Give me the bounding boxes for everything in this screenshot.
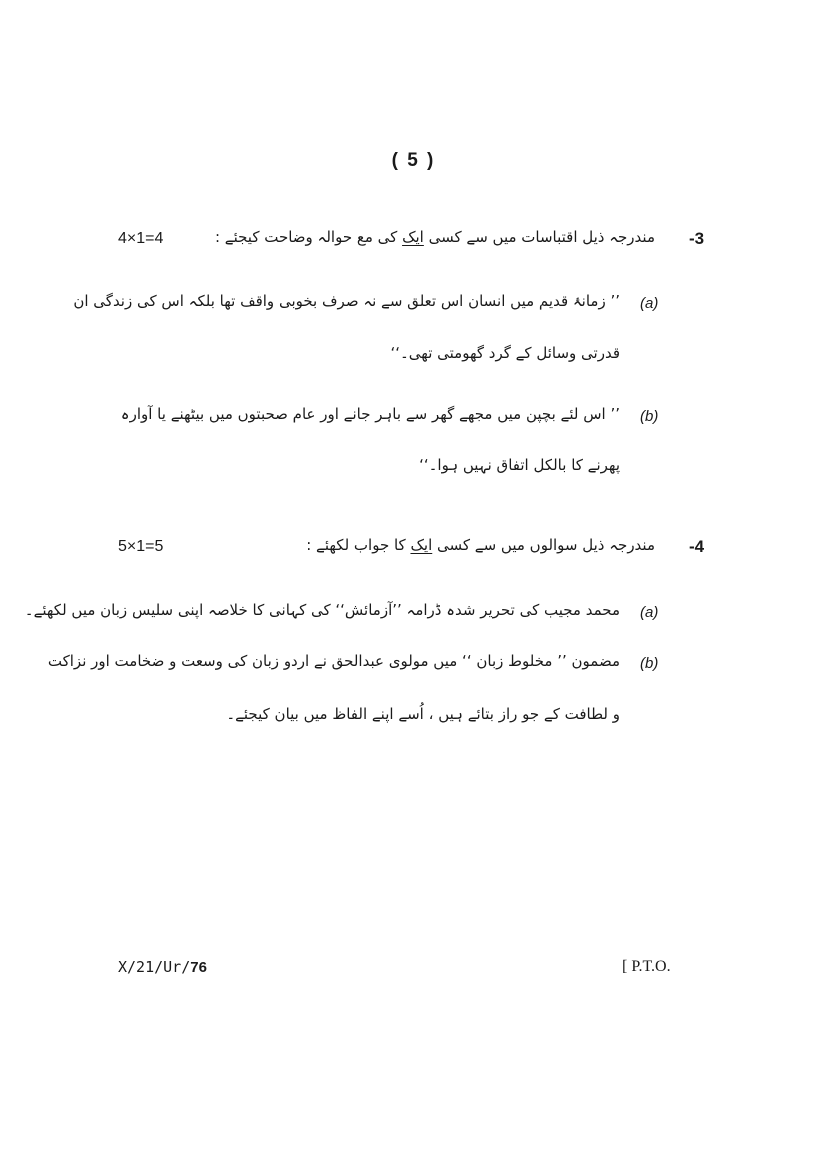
paper-code-number: 76 [190, 959, 207, 976]
question-3-marks: 4×1=4 [118, 230, 164, 247]
question-4b-label: (b) [640, 655, 659, 672]
instruction-text: کی مع حوالہ وضاحت کیجئے : [214, 228, 403, 246]
question-3-instruction [215, 230, 655, 245]
paper-code [118, 958, 207, 976]
question-3a-line-1: ’’ زمانۂ قدیم میں انسان اس تعلق سے نہ صرف بخوبی واقف تھا بلکہ اس کی زندگی ان [73, 292, 620, 310]
instruction-text: مندرجہ ذیل سوالوں میں سے کسی [432, 536, 655, 554]
question-3-number: -3 [689, 229, 705, 248]
question-4b-line-2: و لطافت کے جو راز بتائے ہیں ، اُسے اپنے الفاظ میں بیان کیجئے۔ [226, 705, 620, 723]
instruction-text: کا جواب لکھئے : [306, 536, 411, 554]
question-3a-line-2: قدرتی وسائل کے گرد گھومتی تھی۔‘‘ [390, 344, 620, 362]
question-4a-label: (a) [640, 604, 659, 621]
question-4-number: -4 [689, 537, 705, 556]
question-4b-line-1: مضمون ’’ مخلوط زبان ‘‘ میں مولوی عبدالحق نے اردو زبان کی وسعت و ضخامت اور نزاکت [47, 652, 620, 670]
paper-code-prefix: X/21/Ur/ [118, 958, 191, 976]
pto-marker: [ P.T.O. [622, 958, 671, 975]
question-3b-line-1: ’’ اس لئے بچپن میں مجھے گھر سے باہر جانے اور عام صحبتوں میں بیٹھنے یا آوارہ [120, 405, 620, 423]
question-3b-label: (b) [640, 408, 659, 425]
question-3a-label: (a) [640, 295, 659, 312]
instruction-underlined-word: ایک [402, 228, 424, 246]
question-4a-line-1: محمد مجیب کی تحریر شدہ ڈرامہ ’’آزمائش‘‘ کی کہانی کا خلاصہ اپنی سلیس زبان میں لکھئے۔ [24, 601, 620, 619]
page-number: ( 5 ) [391, 150, 436, 171]
question-4-marks: 5×1=5 [118, 538, 164, 555]
instruction-underlined-word: ایک [410, 536, 433, 554]
instruction-text: مندرجہ ذیل اقتباسات میں سے کسی [423, 228, 655, 246]
question-3b-line-2: پھرنے کا بالکل اتفاق نہیں ہوا۔‘‘ [419, 456, 620, 474]
question-4-instruction [306, 538, 655, 553]
